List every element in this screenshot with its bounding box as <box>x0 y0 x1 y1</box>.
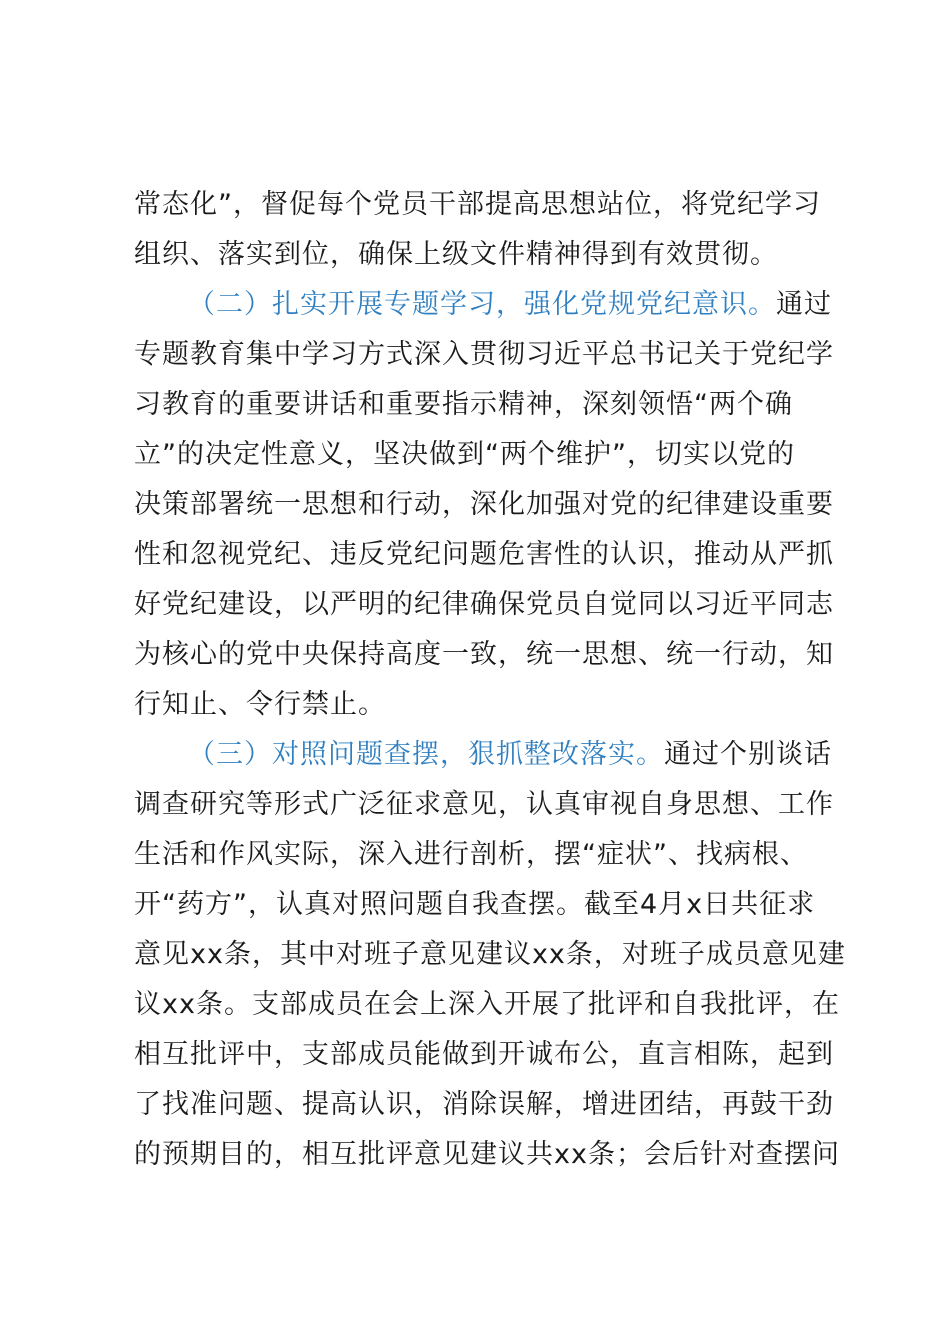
text-line <box>134 480 844 530</box>
text-line <box>134 430 844 480</box>
text-line <box>134 1130 844 1180</box>
text-line <box>134 880 844 930</box>
text-line <box>134 530 844 580</box>
text-line <box>134 980 844 1030</box>
text-line <box>134 380 844 430</box>
line-text: 通过 <box>776 289 832 320</box>
text-line <box>134 630 844 680</box>
section-heading-3: （三）对照问题查摆，狠抓整改落实。 <box>188 739 664 770</box>
line-text: 专题教育集中学习方式深入贯彻习近平总书记关于党纪学 <box>134 339 834 370</box>
line-text: 决策部署统一思想和行动，深化加强对党的纪律建设重要 <box>134 489 834 520</box>
line-text: 开“药方”，认真对照问题自我查摆。截至4月x日共征求 <box>134 889 816 920</box>
line-text: 组织、落实到位，确保上级文件精神得到有效贯彻。 <box>134 239 778 270</box>
section-heading-line <box>134 730 844 780</box>
line-text: 调查研究等形式广泛征求意见，认真审视自身思想、工作 <box>134 789 834 820</box>
line-text: 的预期目的，相互批评意见建议共xx条；会后针对查摆问 <box>134 1139 840 1170</box>
line-text: 议xx条。支部成员在会上深入开展了批评和自我批评，在 <box>134 989 840 1020</box>
text-line <box>134 830 844 880</box>
section-heading-line <box>134 280 844 330</box>
text-line <box>134 1030 844 1080</box>
body-text <box>134 180 844 1180</box>
section-heading-2: （二）扎实开展专题学习，强化党规党纪意识。 <box>188 289 776 320</box>
text-line <box>134 580 844 630</box>
line-text: 性和忽视党纪、违反党纪问题危害性的认识，推动从严抓 <box>134 539 834 570</box>
line-text: 行知止、令行禁止。 <box>134 689 386 720</box>
line-text: 习教育的重要讲话和重要指示精神，深刻领悟“两个确 <box>134 389 793 420</box>
line-text: 了找准问题、提高认识，消除误解，增进团结，再鼓干劲 <box>134 1089 834 1120</box>
line-text: 意见xx条，其中对班子意见建议xx条，对班子成员意见建 <box>134 939 846 970</box>
text-line <box>134 780 844 830</box>
text-line <box>134 180 844 230</box>
text-line <box>134 230 844 280</box>
line-text: 相互批评中，支部成员能做到开诚布公，直言相陈，起到 <box>134 1039 834 1070</box>
line-text: 常态化”，督促每个党员干部提高思想站位，将党纪学习 <box>134 189 821 220</box>
text-line <box>134 1080 844 1130</box>
line-text: 通过个别谈话 <box>664 739 832 770</box>
line-text: 为核心的党中央保持高度一致，统一思想、统一行动，知 <box>134 639 834 670</box>
line-text: 好党纪建设，以严明的纪律确保党员自觉同以习近平同志 <box>134 589 834 620</box>
line-text: 立”的决定性意义，坚决做到“两个维护”，切实以党的 <box>134 439 795 470</box>
text-line <box>134 330 844 380</box>
text-line <box>134 930 844 980</box>
text-line <box>134 680 844 730</box>
line-text: 生活和作风实际，深入进行剖析，摆“症状”、找病根、 <box>134 839 808 870</box>
